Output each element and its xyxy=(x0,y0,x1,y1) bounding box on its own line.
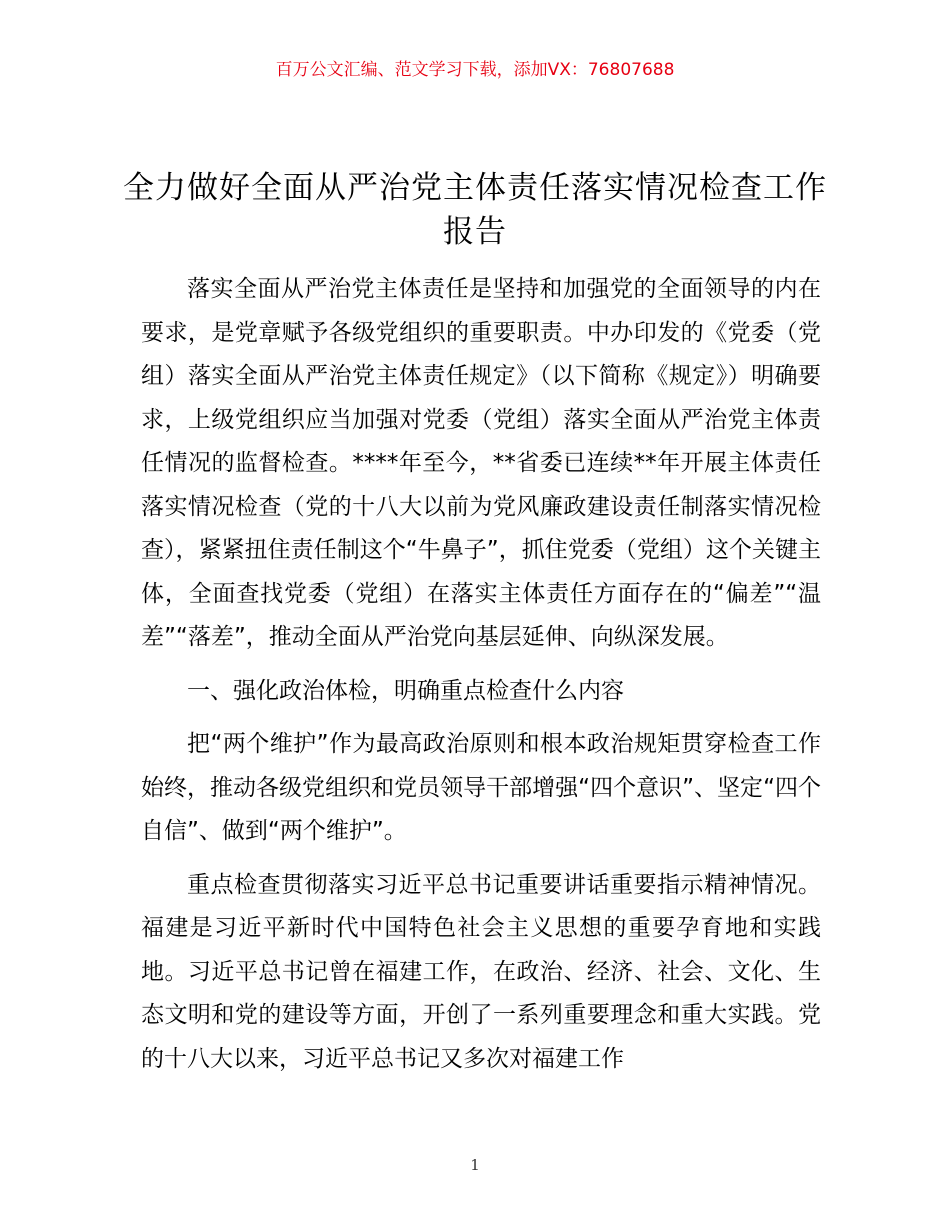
watermark-header: 百万公文汇编、范文学习下载，添加VX：76807688 xyxy=(275,60,675,80)
paragraph-intro: 落实全面从严治党主体责任是坚持和加强党的全面领导的内在要求，是党章赋予各级党组织的重要职责。中办印发的《党委（党组）落实全面从严治党主体责任规定》（以下简称《规定》）明确要求，上级党组织应当加强对党委（党组）落实全面从严治党主体责任情况的监督检查。****年至今，**省委已连续**年开展主体责任落实情况检查（党的十八大以前为党风廉政建设责任制落实情况检查），紧紧扭住责任制这个“牛鼻子”，抓住党委（党组）这个关键主体，全面查找党委（党组）在落实主体责任方面存在的“偏差”“温差”“落差”，推动全面从严治党向基层延伸、向纵深发展。 xyxy=(141,276,821,650)
paragraph-key-inspection: 重点检查贯彻落实习近平总书记重要讲话重要指示精神情况。福建是习近平新时代中国特色社会主义思想的重要孕育地和实践地。习近平总书记曾在福建工作，在政治、经济、社会、文化、生态文明和党的建设等方面，开创了一系列重要理念和重大实践。党的十八大以来，习近平总书记又多次对福建工作 xyxy=(141,871,821,1072)
document-title: 全力做好全面从严治党主体责任落实情况检查工作报告 xyxy=(123,170,827,250)
paragraph-two-safeguards: 把“两个维护”作为最高政治原则和根本政治规矩贯穿检查工作始终，推动各级党组织和党员领导干部增强“四个意识”、坚定“四个自信”、做到“两个维护”。 xyxy=(141,731,821,844)
page-number: 1 xyxy=(470,1156,480,1174)
section-heading: 一、强化政治体检，明确重点检查什么内容 xyxy=(187,677,624,704)
document-body xyxy=(141,268,821,1081)
